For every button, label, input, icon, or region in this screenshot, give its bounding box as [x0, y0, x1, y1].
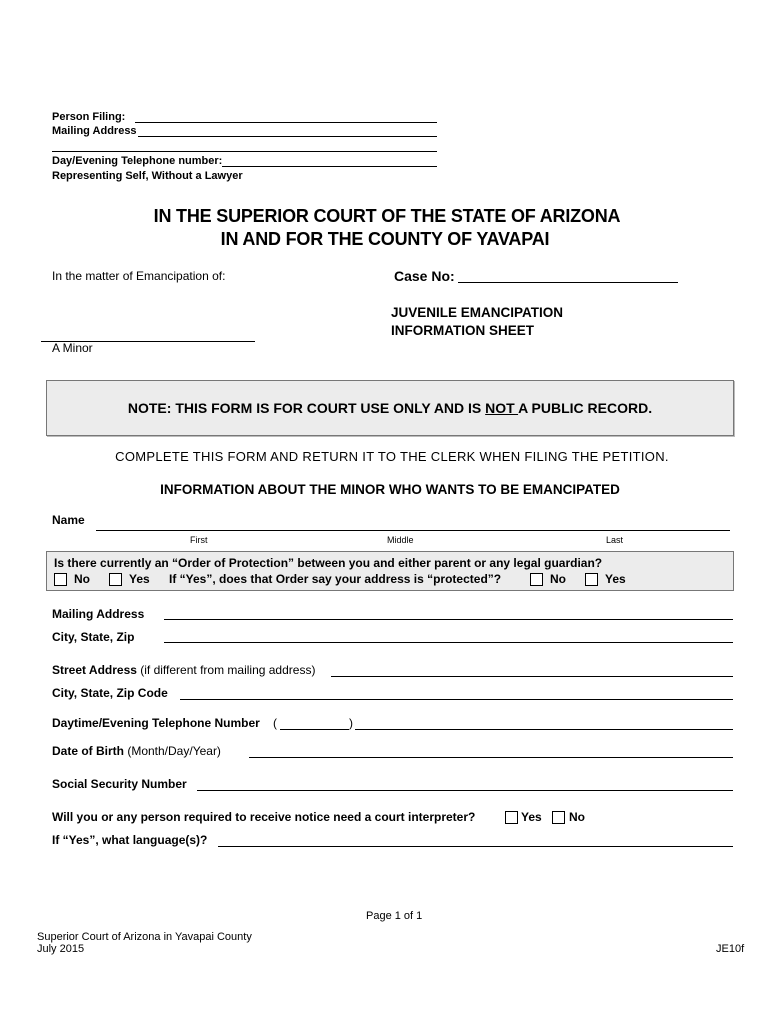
daytime-phone-label: Daytime/Evening Telephone Number: [52, 716, 260, 730]
protected-yes-label: Yes: [605, 572, 626, 586]
street-address-label-text: Street Address: [52, 663, 137, 677]
court-title-line1: IN THE SUPERIOR COURT OF THE STATE OF ARIZONA: [153, 206, 621, 226]
interpreter-yes-label: Yes: [521, 810, 542, 824]
doc-title-line1: JUVENILE EMANCIPATION: [391, 305, 564, 320]
interpreter-yes-checkbox[interactable]: [505, 811, 518, 824]
city-state-zip-code-line[interactable]: [180, 699, 733, 700]
case-no-line[interactable]: [458, 282, 678, 283]
telephone-label: Day/Evening Telephone number:: [52, 155, 223, 167]
note-text-pre: NOTE: THIS FORM IS FOR COURT USE ONLY AND IS: [127, 400, 486, 416]
doc-title-line2: INFORMATION SHEET: [391, 323, 534, 338]
person-filing-label: Person Filing:: [52, 111, 126, 123]
mailing-address-line-2[interactable]: [52, 151, 437, 152]
note-text: [47, 400, 733, 416]
street-address-line[interactable]: [331, 676, 733, 677]
city-state-zip-label: City, State, Zip: [52, 630, 135, 644]
protection-yes-checkbox[interactable]: [109, 573, 122, 586]
representing-label: Representing Self, Without a Lawyer: [52, 170, 243, 182]
order-of-protection-box: [46, 551, 734, 591]
interpreter-question: Will you or any person required to receive notice need a court interpreter?: [52, 810, 476, 824]
note-text-not: NOT: [485, 400, 519, 416]
street-address-label: [52, 663, 315, 677]
minor-label: A Minor: [52, 341, 93, 355]
footer-court: Superior Court of Arizona in Yavapai County: [37, 931, 252, 943]
matter-label: In the matter of Emancipation of:: [52, 269, 226, 283]
name-last-caption: Last: [606, 535, 624, 545]
section-title: INFORMATION ABOUT THE MINOR WHO WANTS TO BE EMANCIPATED: [160, 482, 620, 497]
languages-label: If “Yes”, what language(s)?: [52, 833, 208, 847]
name-middle-caption: Middle: [387, 535, 414, 545]
instructions: COMPLETE THIS FORM AND RETURN IT TO THE CLERK WHEN FILING THE PETITION.: [115, 449, 669, 464]
protected-no-label: No: [550, 572, 566, 586]
area-code-line[interactable]: [280, 729, 349, 730]
ssn-line[interactable]: [197, 790, 733, 791]
languages-line[interactable]: [218, 846, 733, 847]
mailing-address-field-label: Mailing Address: [52, 607, 145, 621]
name-label: Name: [52, 513, 85, 527]
dob-label-text: Date of Birth: [52, 744, 124, 758]
phone-paren-open: (: [273, 716, 277, 730]
protected-no-checkbox[interactable]: [530, 573, 543, 586]
mailing-address-line[interactable]: [138, 136, 437, 137]
mailing-address-label: Mailing Address: [52, 125, 137, 137]
dob-note: (Month/Day/Year): [124, 744, 221, 758]
phone-number-line[interactable]: [355, 729, 733, 730]
form-number: JE10f: [716, 943, 745, 955]
interpreter-no-checkbox[interactable]: [552, 811, 565, 824]
name-first-caption: First: [190, 535, 208, 545]
protection-yes-label: Yes: [129, 572, 150, 586]
dob-line[interactable]: [249, 757, 733, 758]
note-box: [46, 380, 734, 436]
city-state-zip-line[interactable]: [164, 642, 733, 643]
interpreter-no-label: No: [569, 810, 585, 824]
name-line[interactable]: [96, 530, 730, 531]
page-number: Page 1 of 1: [366, 910, 423, 922]
protection-question: Is there currently an “Order of Protection” between you and either parent or any legal guardian?: [54, 556, 603, 570]
telephone-line[interactable]: [222, 166, 437, 167]
city-state-zip-code-label: City, State, Zip Code: [52, 686, 168, 700]
ssn-label: Social Security Number: [52, 777, 187, 791]
dob-label: [52, 744, 221, 758]
mailing-address-field-line[interactable]: [164, 619, 733, 620]
protection-no-label: No: [74, 572, 90, 586]
case-no-label: Case No:: [394, 268, 455, 284]
protection-no-checkbox[interactable]: [54, 573, 67, 586]
footer-date: July 2015: [37, 943, 85, 955]
court-title-line2: IN AND FOR THE COUNTY OF YAVAPAI: [220, 229, 550, 249]
phone-paren-close: ): [349, 716, 353, 730]
protected-yes-checkbox[interactable]: [585, 573, 598, 586]
protection-followup: If “Yes”, does that Order say your address is “protected”?: [169, 572, 502, 586]
person-filing-line[interactable]: [135, 122, 437, 123]
note-text-post: A PUBLIC RECORD.: [518, 400, 653, 416]
street-address-note: (if different from mailing address): [136, 663, 316, 677]
